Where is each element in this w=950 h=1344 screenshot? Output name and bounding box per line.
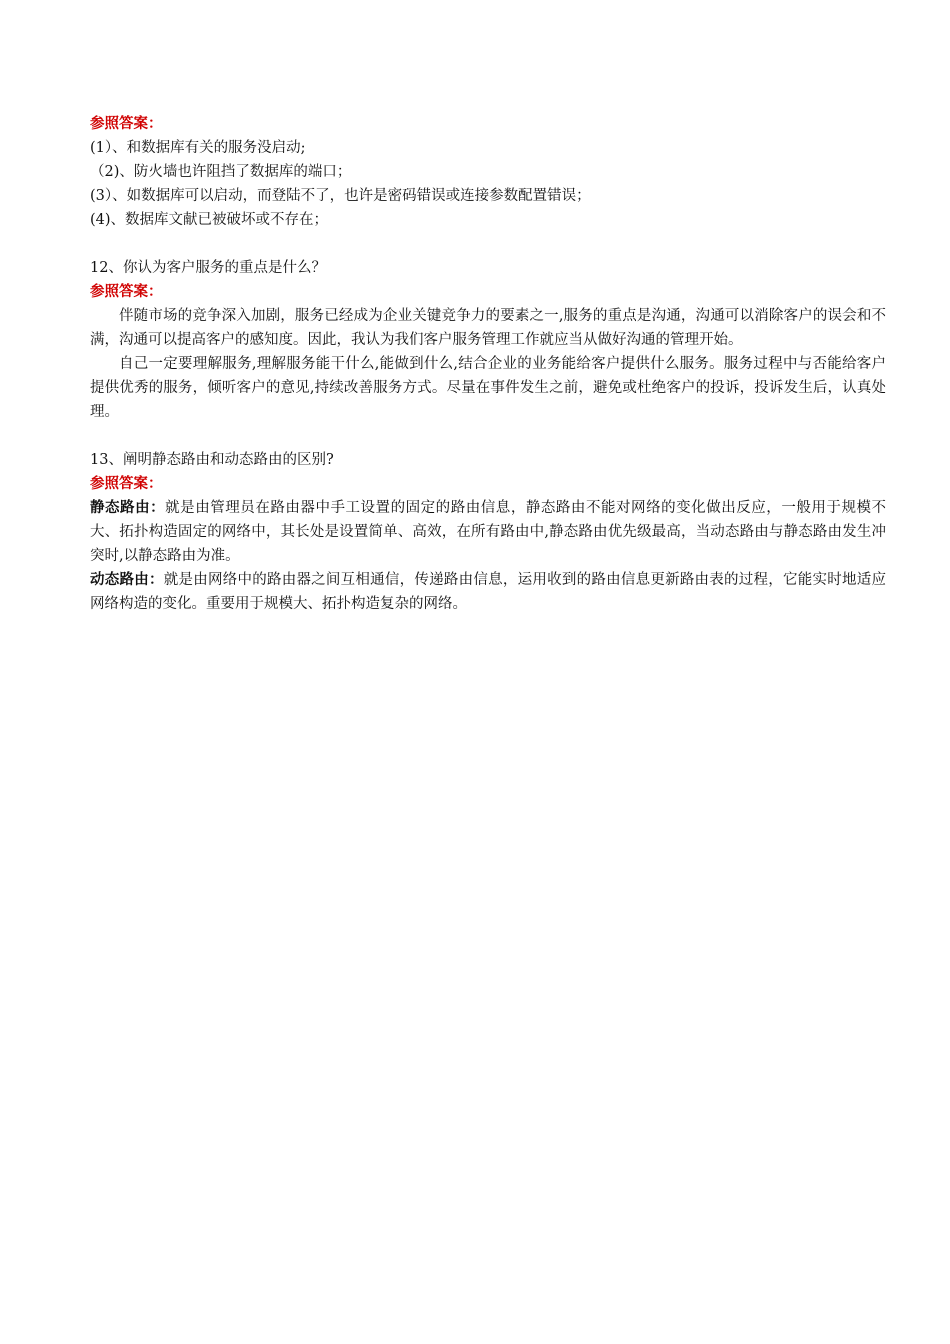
static-route-text: 就是由管理员在路由器中手工设置的固定的路由信息，静态路由不能对网络的变化做出反应，一般用于规模不大、拓扑构造固定的网络中，其长处是设置简单、高效，在所有路由中,静态路由优先级最高，当动态路由与静态路由发生冲突时,以静态路由为准。 bbox=[90, 500, 887, 564]
answer-item-1: (1）、和数据库有关的服务没启动; bbox=[90, 140, 306, 156]
static-route-term: 静态路由： bbox=[90, 500, 166, 516]
answer-label-13: 参照答案： bbox=[90, 476, 163, 492]
answer-item-4: (4)、数据库文献已被破坏或不存在； bbox=[90, 212, 329, 228]
dynamic-route-definition bbox=[90, 568, 886, 616]
answer-label-12: 参照答案： bbox=[90, 284, 163, 300]
dynamic-route-text: 就是由网络中的路由器之间互相通信，传递路由信息，运用收到的路由信息更新路由表的过程，它能实时地适应网络构造的变化。重要用于规模大、拓扑构造复杂的网络。 bbox=[90, 572, 887, 612]
static-route-definition bbox=[90, 496, 886, 568]
spacer bbox=[90, 424, 886, 448]
answer-item-3: (3）、如数据库可以启动，而登陆不了，也许是密码错误或连接参数配置错误； bbox=[90, 188, 591, 204]
question-12: 12、你认为客户服务的重点是什么？ bbox=[90, 260, 326, 276]
spacer bbox=[90, 232, 886, 256]
document-page bbox=[90, 112, 886, 616]
answer-item-2: （2)、防火墙也许阻挡了数据库的端口； bbox=[90, 164, 352, 180]
question-13: 13、阐明静态路由和动态路由的区别? bbox=[90, 452, 334, 468]
dynamic-route-term: 动态路由： bbox=[90, 572, 164, 588]
answer-label: 参照答案： bbox=[90, 116, 163, 132]
answer-12-paragraph-2: 自己一定要理解服务,理解服务能干什么,能做到什么,结合企业的业务能给客户提供什么服务。服务过程中与否能给客户提供优秀的服务，倾听客户的意见,持续改善服务方式。尽量在事件发生之前，避免或杜绝客户的投诉，投诉发生后，认真处理。 bbox=[90, 356, 886, 420]
answer-12-paragraph-1: 伴随市场的竞争深入加剧，服务已经成为企业关键竞争力的要素之一,服务的重点是沟通，沟通可以消除客户的误会和不满，沟通可以提高客户的感知度。因此，我认为我们客户服务管理工作就应当从做好沟通的管理开始。 bbox=[90, 308, 886, 348]
